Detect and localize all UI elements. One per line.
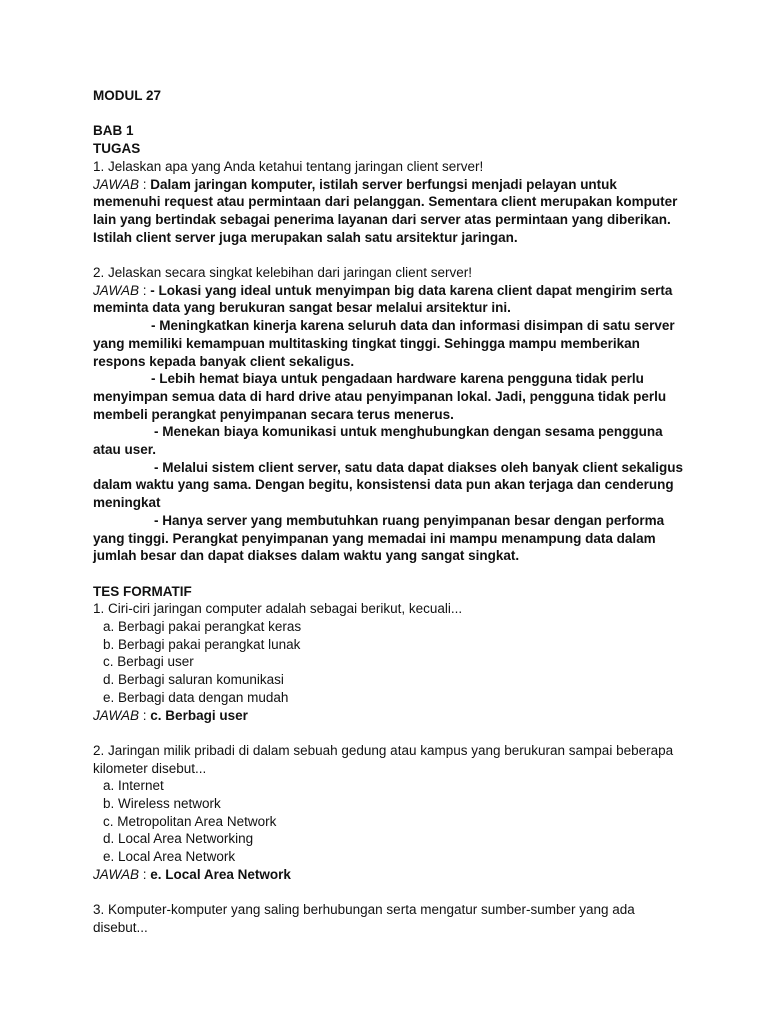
answer-point-text: - Menekan biaya komunikasi untuk menghubungkan dengan sesama pengguna atau user. xyxy=(93,424,663,458)
option-a: a. Berbagi pakai perangkat keras xyxy=(103,619,302,635)
tugas-question-2: 2. Jelaskan secara singkat kelebihan dari jaringan client server! xyxy=(93,265,472,280)
answer-point-text: - Lokasi yang ideal untuk menyimpan big data karena client dapat mengirim serta meminta data yang berukuran sangat besar melalui arsitektur ini. xyxy=(93,282,673,316)
option-e: e. Berbagi data dengan mudah xyxy=(103,689,289,705)
chapter-heading: BAB 1 xyxy=(93,123,134,139)
jawab-separator: : xyxy=(139,176,151,192)
tugas-answer-2-point xyxy=(93,423,683,458)
jawab-separator: : xyxy=(139,707,151,723)
jawab-separator: : xyxy=(139,282,151,298)
jawab-label: JAWAB xyxy=(93,282,140,298)
option-b: b. Wireless network xyxy=(103,796,221,812)
tugas-answer-2-point xyxy=(93,512,683,565)
option-e: e. Local Area Network xyxy=(103,849,236,865)
option-a: a. Internet xyxy=(103,778,164,794)
answer-point-text: - Lebih hemat biaya untuk pengadaan hardware karena pengguna tidak perlu menyimpan semua data di hard drive atau penyimpanan lokal. Jadi, pengguna tidak perlu membeli perangkat penyimpanan secara terus menerus. xyxy=(93,371,667,422)
tugas-heading: TUGAS xyxy=(93,141,141,157)
answer-text: e. Local Area Network xyxy=(150,866,291,882)
answer-text: Dalam jaringan komputer, istilah server berfungsi menjadi pelayan untuk memenuhi request atau permintaan dari pelanggan. Sementara client merupakan komputer lain yang bertindak sebagai penerima layanan dari server atas permintaan yang diberikan. Istilah client server juga merupakan salah satu arsitektur jaringan. xyxy=(93,176,678,245)
option-b: b. Berbagi pakai perangkat lunak xyxy=(103,636,301,652)
option-c: c. Metropolitan Area Network xyxy=(103,813,277,829)
formatif-question-2: 2. Jaringan milik pribadi di dalam sebuah gedung atau kampus yang berukuran sampai beberapa kilometer disebut... xyxy=(93,742,674,776)
formatif-question-1: 1. Ciri-ciri jaringan computer adalah sebagai berikut, kecuali... xyxy=(93,601,463,617)
answer-text: c. Berbagi user xyxy=(150,707,248,723)
jawab-label: JAWAB xyxy=(93,707,140,723)
formatif-answer-1 xyxy=(93,707,683,725)
tugas-answer-2-point xyxy=(93,459,683,512)
module-title: MODUL 27 xyxy=(93,88,162,103)
formatif-question-3: 3. Komputer-komputer yang saling berhubungan serta mengatur sumber-sumber yang ada disebut... xyxy=(93,902,635,935)
tes-formatif-heading: TES FORMATIF xyxy=(93,583,192,599)
option-c: c. Berbagi user xyxy=(103,654,194,670)
tugas-answer-2-point xyxy=(93,370,683,423)
tugas-answer-2-point xyxy=(93,317,683,370)
tugas-question-1: 1. Jelaskan apa yang Anda ketahui tentang jaringan client server! xyxy=(93,158,484,174)
option-d: d. Local Area Networking xyxy=(103,831,254,847)
formatif-answer-2 xyxy=(93,866,683,884)
tugas-answer-2-point xyxy=(93,282,683,317)
option-d: d. Berbagi saluran komunikasi xyxy=(103,672,284,688)
document-content xyxy=(93,87,683,937)
answer-point-text: - Meningkatkan kinerja karena seluruh data dan informasi disimpan di satu server yang memiliki kemampuan multitasking tingkat tinggi. Sehingga mampu memberikan respons kepada banyak client sekaligus. xyxy=(93,318,675,369)
jawab-label: JAWAB xyxy=(93,176,140,192)
tugas-answer-1 xyxy=(93,176,683,247)
jawab-label: JAWAB xyxy=(93,866,140,882)
answer-point-text: - Melalui sistem client server, satu data dapat diakses oleh banyak client sekaligus dalam waktu yang sama. Dengan begitu, konsistensi data pun akan terjaga dan cenderung meningkat xyxy=(93,459,683,511)
answer-point-text: - Hanya server yang membutuhkan ruang penyimpanan besar dengan performa yang tinggi. Perangkat penyimpanan yang memadai ini mampu menampung data dalam jumlah besar dan dapat diakses dalam waktu yang sangat singkat. xyxy=(93,512,665,564)
jawab-separator: : xyxy=(139,866,151,882)
